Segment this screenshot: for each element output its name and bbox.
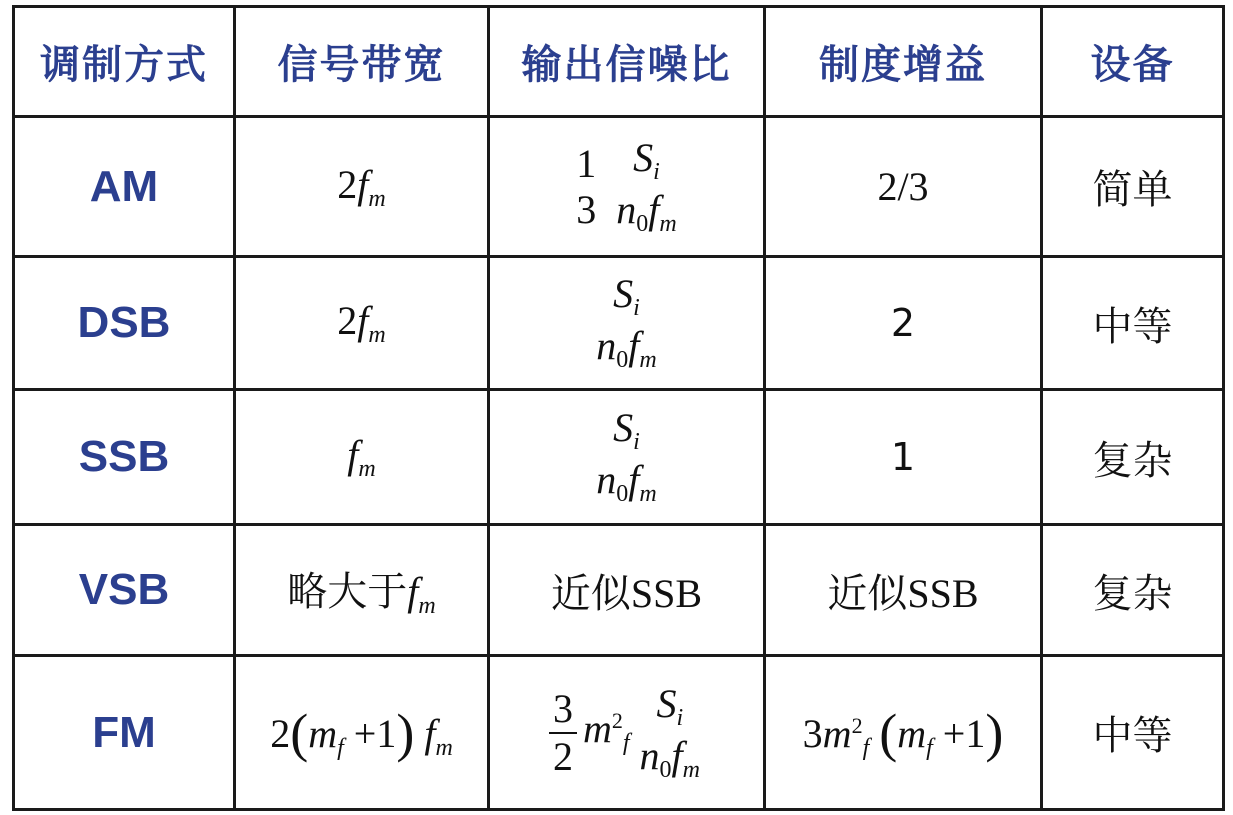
gain-text: 近似SSB bbox=[827, 570, 979, 616]
table-row bbox=[14, 525, 1224, 656]
snr-formula: $\frac{3}{2}$ $m^2_f$ $S_i$ $n_0f_m$ bbox=[543, 706, 710, 751]
header-snr: 输出信噪比 bbox=[489, 7, 765, 117]
device-cell: 中等 bbox=[1042, 257, 1224, 390]
gain-cell bbox=[765, 525, 1042, 656]
header-modulation: 调制方式 bbox=[14, 7, 235, 117]
header-device: 设备 bbox=[1042, 7, 1224, 117]
gain-cell: 1 bbox=[765, 390, 1042, 525]
bandwidth-cell bbox=[235, 117, 489, 257]
snr-cell bbox=[489, 117, 765, 257]
snr-cell bbox=[489, 257, 765, 390]
table-row bbox=[14, 390, 1224, 525]
snr-cell bbox=[489, 525, 765, 656]
gain-value: 2/3 bbox=[877, 164, 929, 209]
bandwidth-cell bbox=[235, 525, 489, 656]
gain-cell: 2 bbox=[765, 257, 1042, 390]
bandwidth-formula: 略大于$f_m$ bbox=[287, 569, 436, 619]
device-cell: 复杂 bbox=[1042, 390, 1224, 525]
snr-formula: $S_i$ $n_0f_m$ bbox=[596, 271, 657, 373]
snr-formula: $S_i$ $n_0f_m$ bbox=[596, 405, 657, 507]
table-row bbox=[14, 257, 1224, 390]
mode-cell: SSB bbox=[14, 390, 235, 525]
snr-cell bbox=[489, 390, 765, 525]
bandwidth-formula: $f_m$ bbox=[347, 432, 376, 482]
header-gain: 制度增益 bbox=[765, 7, 1042, 117]
bandwidth-cell bbox=[235, 390, 489, 525]
snr-cell bbox=[489, 656, 765, 810]
bandwidth-formula: $2(m_f +1)$ $f_m$ bbox=[270, 702, 453, 763]
bandwidth-cell bbox=[235, 656, 489, 810]
mode-cell: VSB bbox=[14, 525, 235, 656]
bandwidth-formula: $2f_m$ bbox=[337, 298, 386, 348]
device-cell: 复杂 bbox=[1042, 525, 1224, 656]
device-cell: 简单 bbox=[1042, 117, 1224, 257]
header-bandwidth: 信号带宽 bbox=[235, 7, 489, 117]
device-cell: 中等 bbox=[1042, 656, 1224, 810]
mode-cell: FM bbox=[14, 656, 235, 810]
snr-formula: 1 3 $S_i$ $n_0f_m$ bbox=[576, 134, 677, 237]
gain-cell bbox=[765, 656, 1042, 810]
bandwidth-cell bbox=[235, 257, 489, 390]
table-row bbox=[14, 656, 1224, 810]
gain-cell bbox=[765, 117, 1042, 257]
mode-cell: DSB bbox=[14, 257, 235, 390]
bandwidth-formula: $2f_m$ bbox=[337, 161, 386, 212]
modulation-comparison-table bbox=[12, 5, 1225, 811]
snr-text: 近似SSB bbox=[550, 570, 703, 616]
table-row bbox=[14, 117, 1224, 257]
gain-formula: $3m^2_f$ $(m_f +1)$ bbox=[802, 702, 1004, 763]
header-row bbox=[14, 7, 1224, 117]
mode-cell: AM bbox=[14, 117, 235, 257]
